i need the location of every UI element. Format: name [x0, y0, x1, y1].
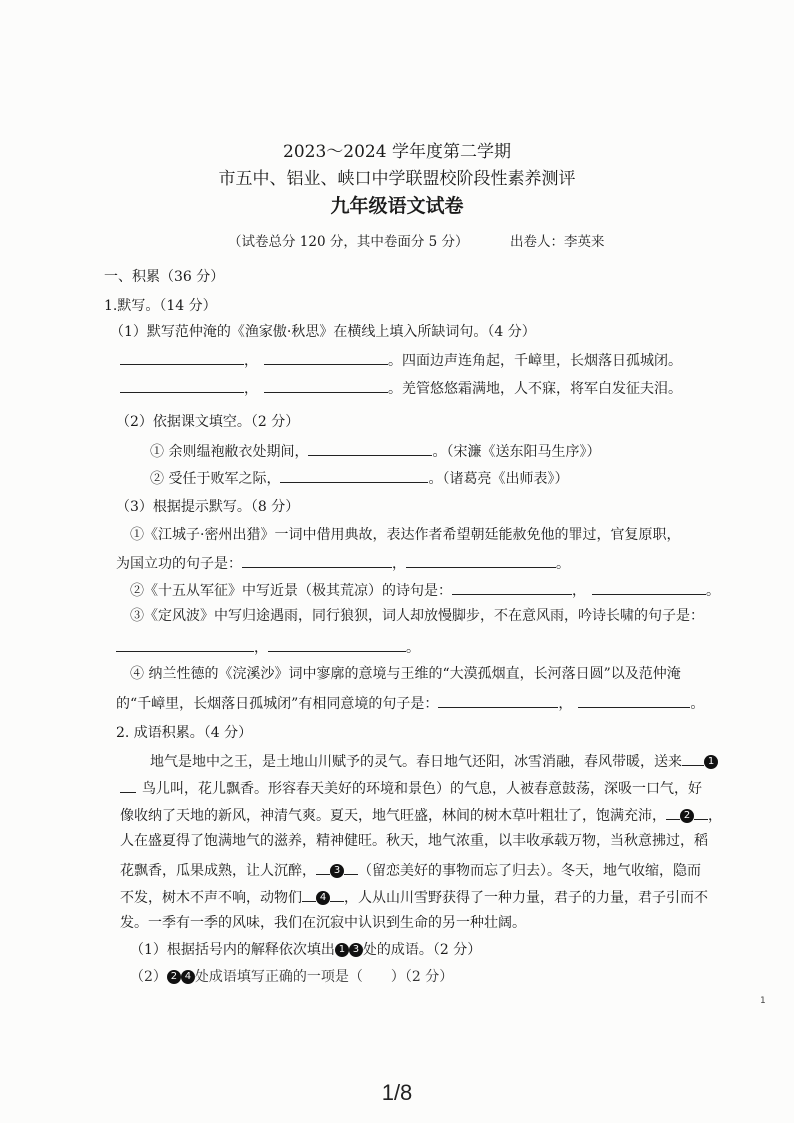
q1-part3-item4-line2: 的“千嶂里，长烟落日孤城闭”有相同意境的句子是： ， 。	[116, 693, 704, 713]
schools-line: 市五中、铝业、峡口中学联盟校阶段性素养测评	[218, 169, 576, 189]
q1-part2-item1: ① 余则缊袍敝衣处期间， 。（宋濂《送东阳马生序》）	[150, 441, 600, 461]
side-mark: 1	[760, 996, 766, 1006]
passage-line-1: 地气是地中之王，是土地山川赋予的灵气。春日地气还阳，冰雪消融，春风带暖，送来 1	[150, 751, 718, 771]
answer-blank[interactable]	[264, 350, 388, 365]
answer-blank[interactable]	[316, 860, 330, 875]
score-note: （试卷总分 120 分，其中卷面分 5 分）	[228, 234, 469, 250]
answer-blank[interactable]	[682, 751, 704, 766]
marker-3-icon: 3	[330, 864, 344, 878]
q1-part2-heading: （2）依据课文填空。（2 分）	[116, 414, 300, 430]
section-heading: 一、积累（36 分）	[104, 269, 225, 285]
marker-4-icon: 4	[316, 891, 330, 905]
answer-blank[interactable]	[242, 553, 392, 568]
marker-1-icon: 1	[335, 943, 349, 957]
marker-2-icon: 2	[680, 809, 694, 823]
q1-part3-item3-line1: ③《定风波》中写归途遇雨，同行狼狈，词人却放慢脚步，不在意风雨，吟诗长啸的句子是：	[130, 608, 704, 624]
answer-blank[interactable]	[120, 378, 244, 393]
q1-part3-item1-line2: 为国立功的句子是： ， 。	[116, 553, 570, 573]
answer-blank[interactable]	[264, 378, 388, 393]
question-1-heading: 1.默写。（14 分）	[104, 298, 217, 314]
q1-part1-heading: （1）默写范仲淹的《渔家傲·秋思》在横线上填入所缺词句。（4 分）	[110, 324, 536, 340]
marker-4-icon: 4	[181, 970, 195, 984]
answer-blank[interactable]	[268, 637, 406, 652]
q2-sub2: （2） 2 4 处成语填写正确的一项是（ ）（2 分）	[130, 969, 454, 985]
answer-blank[interactable]	[406, 553, 556, 568]
answer-blank[interactable]	[302, 887, 316, 902]
answer-blank[interactable]	[438, 693, 558, 708]
q1-part1-line2: ， 。羌管悠悠霜满地，人不寐，将军白发征夫泪。	[120, 378, 682, 398]
author-line: 出卷人：李英来	[510, 234, 605, 250]
answer-blank[interactable]	[280, 468, 428, 483]
q1-part3-item1-line1: ①《江城子·密州出猎》一词中借用典故，表达作者希望朝廷能赦免他的罪过，官复原职，	[130, 527, 681, 543]
passage-line-7: 发。一季有一季的风味，我们在沉寂中认识到生命的另一种壮阔。	[120, 915, 526, 931]
answer-blank[interactable]	[344, 860, 358, 875]
passage-line-3: 像收纳了天地的新风，神清气爽。夏天，地气旺盛，林间的树木草叶粗壮了，饱满充沛， 2 ，	[120, 805, 722, 825]
marker-3-icon: 3	[349, 943, 363, 957]
page-number: 1/8	[381, 1080, 413, 1105]
answer-blank[interactable]	[330, 887, 344, 902]
q1-part2-item2: ② 受任于败军之际， 。（诸葛亮《出师表》）	[150, 468, 568, 488]
q1-part1-line1: ， 。四面边声连角起，千嶂里，长烟落日孤城闭。	[120, 350, 682, 370]
q1-part3-item4-line1: ④ 纳兰性德的《浣溪沙》词中寥廓的意境与王维的“大漠孤烟直，长河落日圆”以及范仲淹	[130, 666, 681, 682]
term-line: 2023～2024 学年度第二学期	[283, 142, 511, 162]
answer-blank[interactable]	[452, 580, 572, 595]
passage-line-5: 花飘香，瓜果成熟，让人沉醉， 3 （留恋美好的事物而忘了归去）。冬天，地气收缩，隐而	[120, 860, 701, 880]
answer-blank[interactable]	[578, 693, 690, 708]
paper-title: 九年级语文试卷	[330, 195, 464, 217]
q1-part3-item3-line2: ， 。	[116, 637, 420, 657]
answer-blank[interactable]	[592, 580, 706, 595]
marker-1-icon: 1	[704, 755, 718, 769]
passage-line-4: 人在盛夏得了饱满地气的滋养，精神健旺。秋天，地气浓重，以丰收承载万物，当秋意拂过，稻	[120, 833, 708, 849]
answer-blank[interactable]	[694, 805, 708, 820]
q1-part3-item2: ②《十五从军征》中写近景（极其荒凉）的诗句是： ， 。	[130, 580, 720, 600]
marker-2-icon: 2	[167, 970, 181, 984]
passage-line-6: 不发，树木不声不响，动物们 4 ，人从山川雪野获得了一种力量，君子的力量，君子引而不	[120, 887, 708, 907]
answer-blank[interactable]	[308, 441, 432, 456]
answer-blank[interactable]	[120, 778, 136, 793]
answer-blank[interactable]	[116, 637, 254, 652]
passage-line-2: 鸟儿叫，花儿飘香。形容春天美好的环境和景色）的气息，人被春意鼓荡，深吸一口气，好	[120, 778, 702, 798]
question-2-heading: 2. 成语积累。（4 分）	[116, 725, 253, 741]
q2-sub1: （1）根据括号内的解释依次填出 1 3 处的成语。（2 分）	[130, 942, 482, 958]
answer-blank[interactable]	[120, 350, 244, 365]
q1-part3-heading: （3）根据提示默写。（8 分）	[116, 499, 300, 515]
answer-blank[interactable]	[666, 805, 680, 820]
